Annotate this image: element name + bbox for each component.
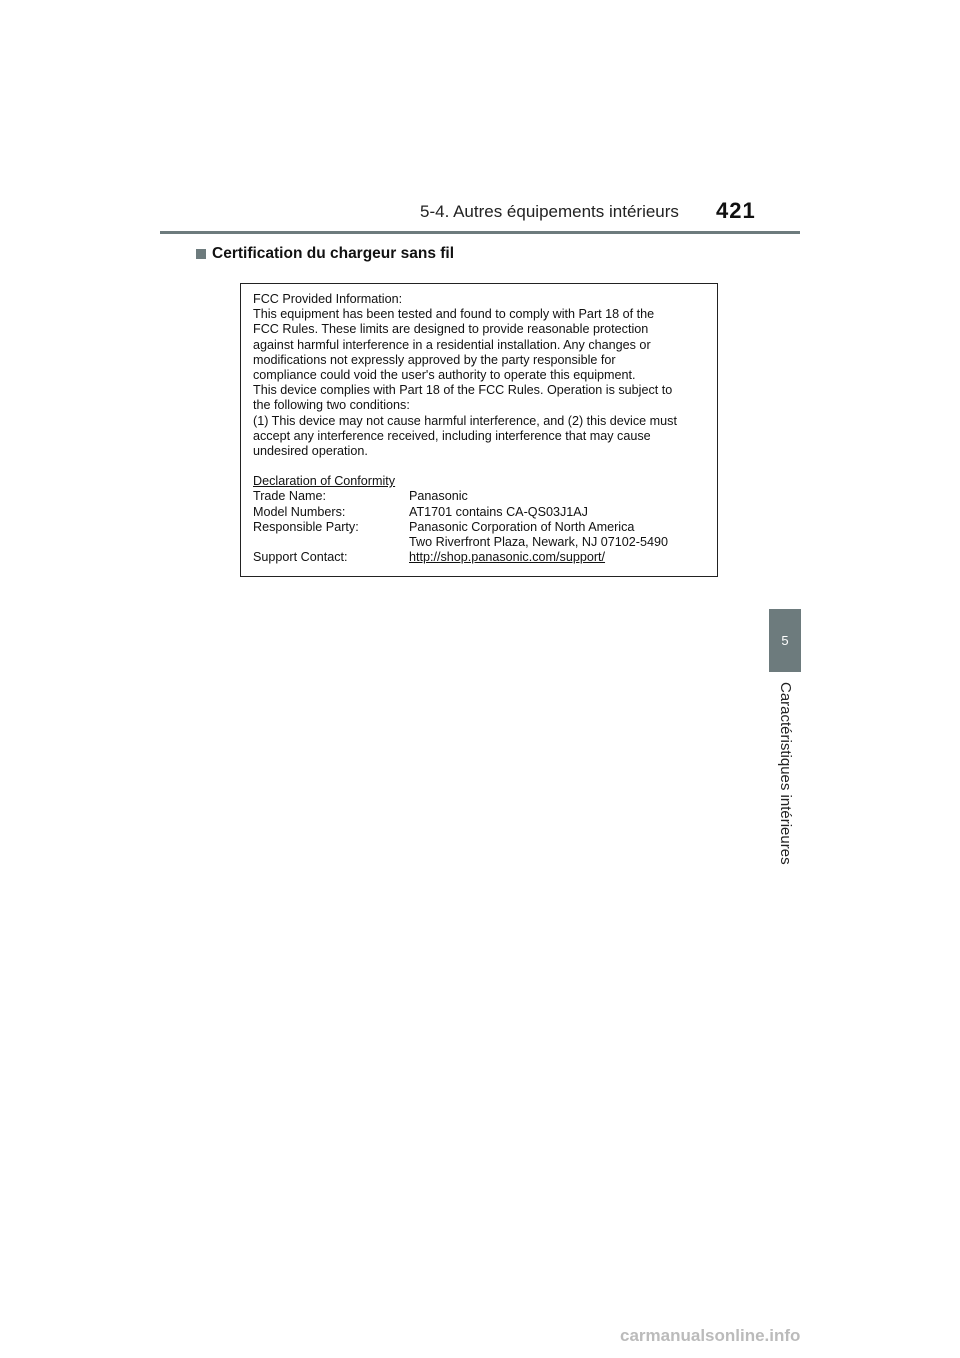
fcc-line: FCC Rules. These limits are designed to provide reasonable protection xyxy=(253,322,649,337)
model-value: AT1701 contains CA-QS03J1AJ xyxy=(409,504,588,519)
header-divider xyxy=(160,231,800,234)
fcc-line: compliance could void the user's authority to operate this equipment. xyxy=(253,368,636,383)
trade-name-value: Panasonic xyxy=(409,489,468,504)
chapter-tab xyxy=(769,609,801,672)
chapter-title: Caractéristiques intérieures xyxy=(777,682,794,865)
fcc-line: This equipment has been tested and found to comply with Part 18 of the xyxy=(253,307,655,322)
declaration-heading: Declaration of Conformity xyxy=(253,474,396,489)
fcc-line: FCC Provided Information: xyxy=(253,292,403,306)
fcc-line: the following two conditions: xyxy=(253,398,410,413)
watermark: carmanualsonline.info xyxy=(620,1326,801,1345)
page-number: 421 xyxy=(716,198,756,223)
chapter-number: 5 xyxy=(781,633,789,648)
support-contact-key: Support Contact: xyxy=(253,550,348,565)
responsible-party-key: Responsible Party: xyxy=(253,519,359,534)
square-bullet-icon xyxy=(196,249,206,259)
trade-name-row xyxy=(253,489,707,504)
fcc-line: This device complies with Part 18 of the FCC Rules. Operation is subject to xyxy=(253,383,673,398)
responsible-party-address: Two Riverfront Plaza, Newark, NJ 07102-5490 xyxy=(409,535,668,550)
trade-name-key: Trade Name: xyxy=(253,489,327,504)
responsible-party-address-row xyxy=(253,535,707,550)
support-contact-link[interactable]: http://shop.panasonic.com/support/ xyxy=(409,550,606,565)
section-title-text: Certification du chargeur sans fil xyxy=(212,245,455,262)
fcc-line: accept any interference received, including interference that may cause xyxy=(253,428,651,443)
responsible-party-value: Panasonic Corporation of North America xyxy=(409,519,635,534)
section-title xyxy=(196,245,454,263)
header-section-title: 5-4. Autres équipements intérieurs xyxy=(420,202,679,221)
fcc-line: undesired operation. xyxy=(253,444,368,459)
fcc-line: modifications not expressly approved by the party responsible for xyxy=(253,352,616,367)
model-key: Model Numbers: xyxy=(253,504,346,519)
fcc-line: against harmful interference in a residential installation. Any changes or xyxy=(253,337,651,352)
support-contact-row xyxy=(253,550,707,565)
fcc-label-box xyxy=(240,283,718,577)
model-row xyxy=(253,505,707,520)
fcc-line: (1) This device may not cause harmful interference, and (2) this device must xyxy=(253,413,677,428)
empty-key xyxy=(253,535,409,550)
responsible-party-row xyxy=(253,520,707,535)
